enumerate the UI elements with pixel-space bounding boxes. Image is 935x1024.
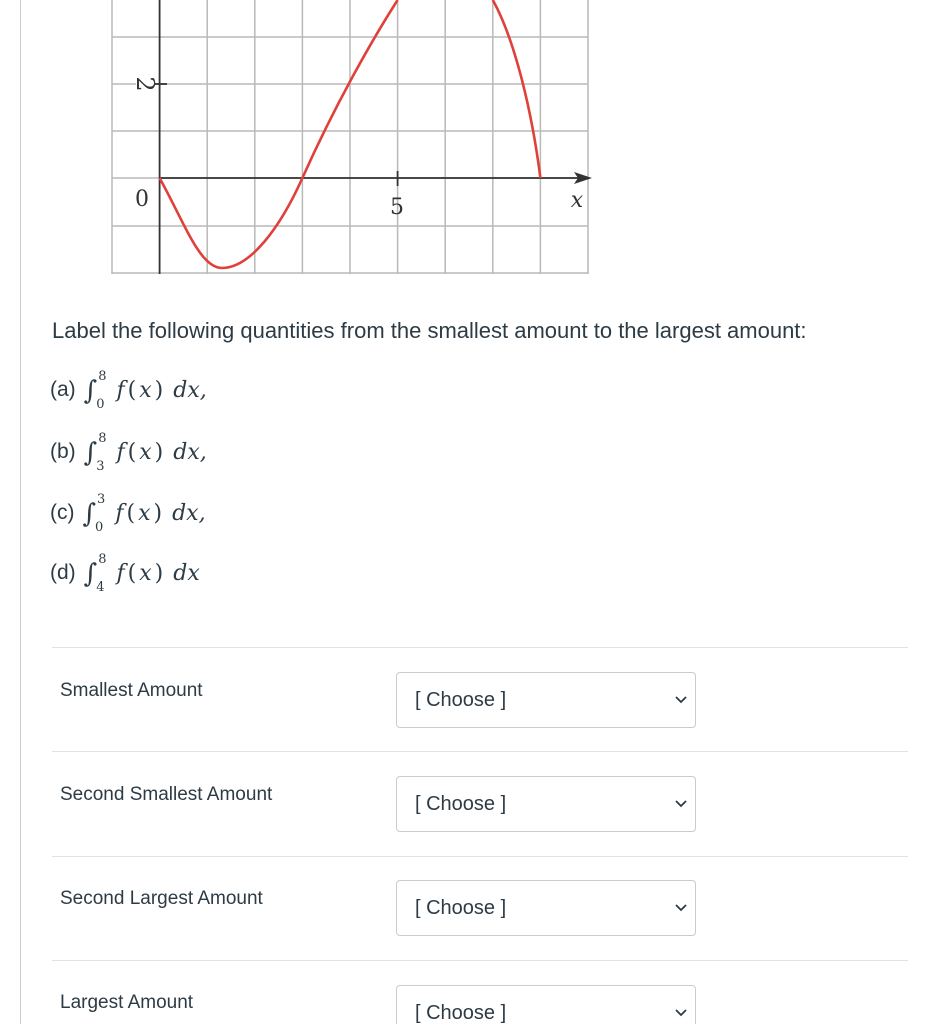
upper-limit: 3 bbox=[97, 492, 106, 507]
integral-item-c: (c) ∫ 3 0 f ( x ) dx , bbox=[50, 492, 206, 535]
upper-limit: 8 bbox=[98, 552, 107, 567]
graph-axes bbox=[152, 0, 578, 274]
row-label-second-largest: Second Largest Amount bbox=[60, 888, 263, 909]
question-prompt: Label the following quantities from the smallest amount to the largest amount: bbox=[52, 318, 807, 343]
origin-label: 0 bbox=[135, 187, 149, 212]
row-label-second-smallest: Second Smallest Amount bbox=[60, 784, 273, 805]
chevron-down-icon bbox=[675, 904, 687, 912]
integral-expression: ∫ 3 0 f ( x ) dx , bbox=[82, 492, 206, 535]
chevron-down-icon bbox=[675, 800, 687, 808]
select-second-largest-amount[interactable] bbox=[396, 880, 696, 936]
select-value: [ Choose ] bbox=[415, 896, 507, 919]
x-axis-label: x bbox=[570, 188, 584, 213]
x-tick-label: 5 bbox=[390, 195, 404, 220]
integral-expression: ∫ 8 3 f ( x ) dx , bbox=[83, 431, 207, 474]
upper-limit: 8 bbox=[98, 369, 107, 384]
row-label-largest: Largest Amount bbox=[60, 992, 194, 1013]
upper-limit: 8 bbox=[98, 431, 107, 446]
y-tick-label: 2 bbox=[131, 76, 159, 92]
chevron-down-icon bbox=[675, 1009, 687, 1017]
integral-item-b: (b) ∫ 8 3 f ( x ) dx , bbox=[50, 431, 207, 474]
select-largest-amount[interactable] bbox=[396, 985, 696, 1024]
select-value: [ Choose ] bbox=[415, 688, 507, 711]
lower-limit: 3 bbox=[96, 459, 105, 474]
integral-item-a: (a) ∫ 8 0 f ( x ) dx , bbox=[50, 369, 207, 412]
lower-limit: 0 bbox=[95, 520, 104, 535]
integral-expression: ∫ 8 4 f ( x ) dx bbox=[83, 552, 200, 595]
graph-grid bbox=[112, 0, 588, 274]
integral-expression: ∫ 8 0 f ( x ) dx , bbox=[83, 369, 207, 412]
content-left-border bbox=[20, 0, 21, 1024]
chevron-down-icon bbox=[675, 696, 687, 704]
row-divider bbox=[52, 856, 908, 857]
select-value: [ Choose ] bbox=[415, 792, 507, 815]
row-divider bbox=[52, 960, 908, 961]
row-label-smallest: Smallest Amount bbox=[60, 680, 203, 701]
row-divider bbox=[52, 751, 908, 752]
select-value: [ Choose ] bbox=[415, 1001, 507, 1024]
lower-limit: 4 bbox=[96, 580, 105, 595]
select-second-smallest-amount[interactable] bbox=[396, 776, 696, 832]
lower-limit: 0 bbox=[96, 397, 105, 412]
row-divider bbox=[52, 647, 908, 648]
function-graph bbox=[100, 0, 600, 285]
integral-item-d: (d) ∫ 8 4 f ( x ) dx bbox=[50, 552, 200, 595]
select-smallest-amount[interactable] bbox=[396, 672, 696, 728]
